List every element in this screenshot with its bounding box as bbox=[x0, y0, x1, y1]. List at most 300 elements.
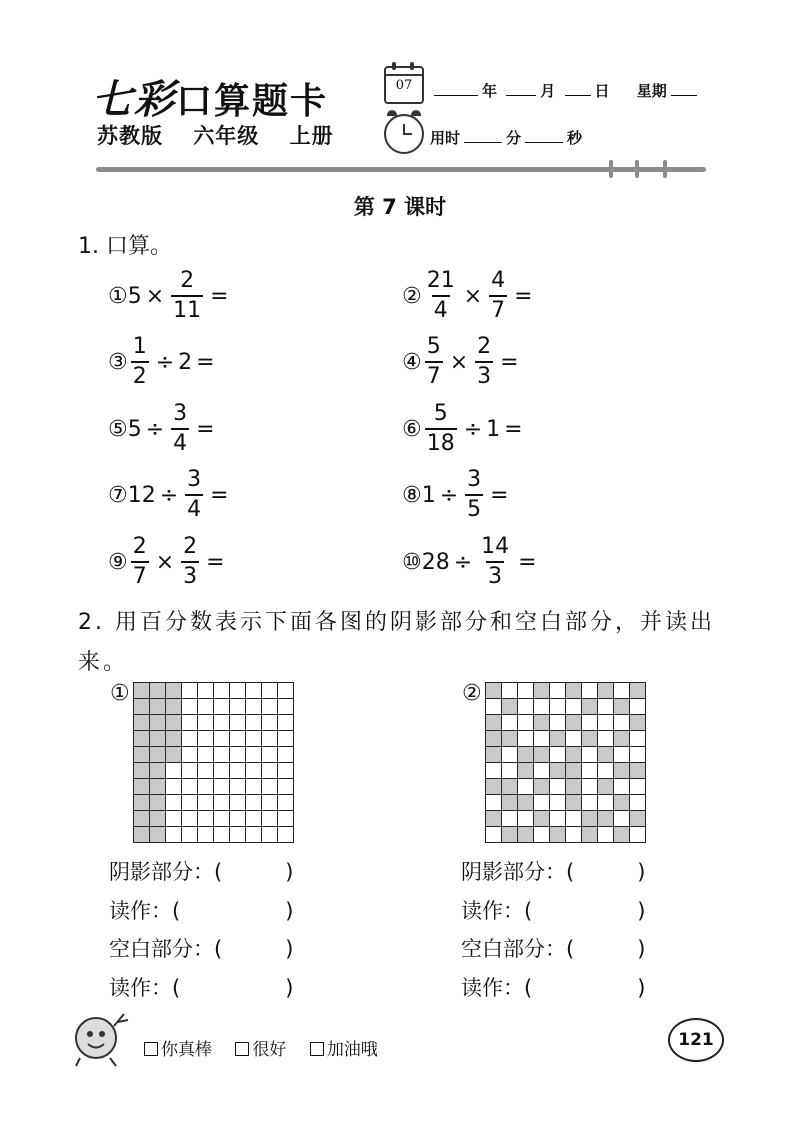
fraction bbox=[425, 403, 457, 455]
operator: ÷ bbox=[453, 549, 473, 575]
lesson-title: 第 7 课时 bbox=[353, 195, 447, 219]
answer-space[interactable] bbox=[233, 482, 293, 508]
problem-3 bbox=[108, 334, 279, 390]
grid-cell-blank bbox=[214, 731, 230, 747]
grid-cell-shaded bbox=[582, 827, 598, 843]
numerator: 2 bbox=[132, 534, 147, 559]
self-rating bbox=[144, 1035, 396, 1060]
grid-cell-blank bbox=[262, 699, 278, 715]
grid-cell-blank bbox=[246, 827, 262, 843]
grid-cell-shaded bbox=[486, 747, 502, 763]
operator: ÷ bbox=[155, 349, 175, 375]
grid-cell-blank bbox=[246, 795, 262, 811]
grid-cell-blank bbox=[582, 795, 598, 811]
grid-cell-shaded bbox=[566, 747, 582, 763]
grid-cell-shaded bbox=[150, 747, 166, 763]
grid-cell-blank bbox=[182, 731, 198, 747]
grid-cell-blank bbox=[182, 811, 198, 827]
grid-cell-blank bbox=[614, 683, 630, 699]
grid-cell-blank bbox=[534, 763, 550, 779]
grid-cell-blank bbox=[230, 827, 246, 843]
grid-cell-shaded bbox=[502, 795, 518, 811]
grid-cell-blank bbox=[518, 699, 534, 715]
grid-cell-shaded bbox=[518, 747, 534, 763]
grid-cell-blank bbox=[214, 763, 230, 779]
grid-cell-blank bbox=[550, 747, 566, 763]
grid-cell-blank bbox=[502, 747, 518, 763]
grid-cell-blank bbox=[262, 747, 278, 763]
grid-cell-shaded bbox=[614, 699, 630, 715]
grid-cell-shaded bbox=[134, 715, 150, 731]
page-number: 121 bbox=[668, 1018, 724, 1062]
grid-cell-blank bbox=[278, 795, 294, 811]
operator: = bbox=[504, 416, 523, 442]
grid-cell-shaded bbox=[150, 811, 166, 827]
grid-cell-shaded bbox=[518, 795, 534, 811]
numerator: 5 bbox=[433, 401, 448, 426]
answer-space[interactable] bbox=[219, 416, 279, 442]
numerator: 5 bbox=[426, 334, 441, 359]
month-label: 月 bbox=[540, 82, 556, 100]
grid-cell-blank bbox=[262, 827, 278, 843]
grid-cell-blank bbox=[246, 747, 262, 763]
grid-cell-blank bbox=[198, 827, 214, 843]
grid-cell-blank bbox=[182, 715, 198, 731]
problem-number: ① bbox=[108, 283, 128, 309]
denominator: 4 bbox=[432, 295, 450, 322]
grid-cell-blank bbox=[166, 763, 182, 779]
grid-cell-shaded bbox=[502, 827, 518, 843]
grid-cell-shaded bbox=[166, 731, 182, 747]
grid-cell-blank bbox=[182, 683, 198, 699]
grid-cell-shaded bbox=[134, 811, 150, 827]
grid-cell-blank bbox=[486, 827, 502, 843]
operator: = bbox=[514, 283, 533, 309]
shaded-percent-blank[interactable]: 阴影部分：( ) bbox=[461, 860, 646, 884]
grid-cell-blank bbox=[550, 699, 566, 715]
grid-cell-blank bbox=[214, 811, 230, 827]
grid-cell-blank bbox=[246, 763, 262, 779]
problem-6 bbox=[402, 401, 587, 457]
brand-text: 口算题卡 bbox=[176, 81, 329, 122]
grid-cell-blank bbox=[598, 699, 614, 715]
grid-cell-shaded bbox=[550, 827, 566, 843]
integer-operand: 5 bbox=[127, 283, 142, 309]
grid-cell-shaded bbox=[582, 731, 598, 747]
grid-cell-blank bbox=[630, 699, 646, 715]
problem-7 bbox=[108, 467, 293, 523]
calendar-icon bbox=[384, 66, 424, 104]
integer-operand: 1 bbox=[421, 482, 436, 508]
numerator: 3 bbox=[173, 401, 188, 426]
fraction bbox=[489, 270, 507, 322]
grid-cell-shaded bbox=[134, 827, 150, 843]
grid-cell-blank bbox=[166, 779, 182, 795]
operator: = bbox=[196, 416, 215, 442]
grid-cell-shaded bbox=[166, 683, 182, 699]
grid-cell-blank bbox=[550, 715, 566, 731]
rating-great[interactable]: 你真棒 bbox=[144, 1040, 212, 1060]
grid-cell-blank bbox=[582, 779, 598, 795]
operator: = bbox=[210, 482, 229, 508]
grid-cell-blank bbox=[182, 763, 198, 779]
denominator: 3 bbox=[486, 561, 504, 588]
denominator: 3 bbox=[181, 561, 199, 588]
grid-cell-shaded bbox=[550, 763, 566, 779]
grid-cell-blank bbox=[278, 763, 294, 779]
grid-cell-blank bbox=[230, 811, 246, 827]
figure-2-answers bbox=[461, 853, 645, 1007]
integer-operand: 5 bbox=[127, 416, 142, 442]
day-label: 日 bbox=[594, 82, 610, 100]
operator: ÷ bbox=[159, 482, 179, 508]
grid-cell-blank bbox=[214, 683, 230, 699]
grid-cell-blank bbox=[198, 731, 214, 747]
grid-cell-shaded bbox=[134, 763, 150, 779]
problem-number: ⑧ bbox=[402, 482, 422, 508]
grid-cell-shaded bbox=[502, 699, 518, 715]
grid-cell-shaded bbox=[550, 731, 566, 747]
figure-2-label: ② bbox=[462, 681, 482, 706]
edition-grade: 六年级 bbox=[193, 124, 260, 148]
grid-cell-blank bbox=[214, 747, 230, 763]
problem-number: ⑩ bbox=[402, 549, 422, 575]
problem-10 bbox=[402, 534, 601, 590]
grid-cell-blank bbox=[566, 811, 582, 827]
operator: ÷ bbox=[439, 482, 459, 508]
header-divider bbox=[96, 167, 706, 172]
operator: ÷ bbox=[463, 416, 483, 442]
grid-cell-shaded bbox=[518, 763, 534, 779]
numerator: 21 bbox=[426, 268, 455, 293]
fraction bbox=[131, 336, 149, 388]
grid-cell-blank bbox=[278, 699, 294, 715]
answer-space[interactable] bbox=[523, 349, 583, 375]
grid-cell-shaded bbox=[534, 747, 550, 763]
grid-cell-blank bbox=[246, 683, 262, 699]
grid-cell-shaded bbox=[502, 731, 518, 747]
grid-cell-shaded bbox=[630, 811, 646, 827]
numerator: 14 bbox=[481, 534, 510, 559]
figure-1-answers bbox=[109, 853, 293, 1007]
operator: = bbox=[518, 549, 537, 575]
denominator: 2 bbox=[131, 361, 149, 388]
grid-cell-shaded bbox=[486, 779, 502, 795]
grid-cell-blank bbox=[630, 827, 646, 843]
second-blank[interactable] bbox=[525, 128, 563, 143]
grid-cell-shaded bbox=[150, 779, 166, 795]
grid-cell-shaded bbox=[582, 811, 598, 827]
grid-cell-blank bbox=[214, 715, 230, 731]
grid-cell-blank bbox=[230, 731, 246, 747]
problem-4 bbox=[402, 334, 583, 390]
grid-cell-blank bbox=[198, 699, 214, 715]
grid-cell-blank bbox=[582, 747, 598, 763]
operator: = bbox=[490, 482, 509, 508]
grid-cell-blank bbox=[166, 795, 182, 811]
grid-cell-shaded bbox=[134, 699, 150, 715]
fraction bbox=[425, 270, 457, 322]
grid-cell-blank bbox=[598, 795, 614, 811]
grid-cell-shaded bbox=[582, 699, 598, 715]
grid-cell-blank bbox=[518, 715, 534, 731]
problem-1 bbox=[108, 268, 293, 324]
grid-cell-blank bbox=[566, 731, 582, 747]
grid-cell-shaded bbox=[134, 747, 150, 763]
grid-cell-shaded bbox=[566, 795, 582, 811]
grid-cell-blank bbox=[246, 731, 262, 747]
grid-cell-blank bbox=[550, 795, 566, 811]
denominator: 4 bbox=[185, 494, 203, 521]
denominator: 3 bbox=[475, 361, 493, 388]
grid-cell-shaded bbox=[518, 827, 534, 843]
grid-cell-blank bbox=[582, 763, 598, 779]
numerator: 2 bbox=[477, 334, 492, 359]
mascot-icon bbox=[70, 1008, 132, 1068]
grid-cell-shaded bbox=[150, 763, 166, 779]
second-label: 秒 bbox=[567, 129, 583, 147]
blank-reading-blank[interactable]: 读作：( ) bbox=[461, 975, 646, 1000]
grid-cell-blank bbox=[262, 779, 278, 795]
grid-cell-blank bbox=[198, 747, 214, 763]
problem-number: ⑦ bbox=[108, 482, 128, 508]
answer-space[interactable] bbox=[233, 283, 293, 309]
fraction bbox=[479, 536, 511, 588]
answer-space[interactable] bbox=[219, 349, 279, 375]
operator: × bbox=[155, 549, 175, 575]
year-label: 年 bbox=[482, 82, 498, 100]
day-blank[interactable] bbox=[565, 81, 591, 96]
shaded-reading-blank[interactable]: 读作：( ) bbox=[461, 898, 646, 923]
operator: × bbox=[463, 283, 483, 309]
weekday-label: 星期 bbox=[636, 82, 667, 100]
grid-cell-blank bbox=[630, 795, 646, 811]
problem-2 bbox=[402, 268, 597, 324]
grid-cell-shaded bbox=[566, 779, 582, 795]
integer-operand: 1 bbox=[486, 416, 501, 442]
date-fill-line bbox=[430, 80, 701, 101]
integer-operand: 28 bbox=[421, 549, 450, 575]
grid-cell-blank bbox=[198, 683, 214, 699]
year-blank[interactable] bbox=[434, 81, 478, 96]
operator: = bbox=[210, 283, 229, 309]
grid-cell-shaded bbox=[598, 747, 614, 763]
grid-cell-blank bbox=[518, 731, 534, 747]
grid-cell-blank bbox=[246, 699, 262, 715]
integer-operand: 12 bbox=[127, 482, 156, 508]
operator: = bbox=[196, 349, 215, 375]
grid-cell-blank bbox=[230, 683, 246, 699]
grid-cell-blank bbox=[534, 795, 550, 811]
grid-cell-blank bbox=[518, 683, 534, 699]
grid-cell-blank bbox=[502, 683, 518, 699]
answer-space[interactable] bbox=[541, 549, 601, 575]
denominator: 18 bbox=[425, 428, 457, 455]
grid-cell-blank bbox=[614, 747, 630, 763]
rating-good[interactable]: 很好 bbox=[235, 1040, 286, 1060]
fraction bbox=[425, 336, 443, 388]
problem-9 bbox=[108, 534, 289, 590]
grid-cell-blank bbox=[598, 715, 614, 731]
answer-space[interactable] bbox=[513, 482, 573, 508]
weekday-blank[interactable] bbox=[671, 81, 697, 96]
grid-cell-blank bbox=[182, 699, 198, 715]
grid-cell-blank bbox=[246, 715, 262, 731]
grid-cell-blank bbox=[262, 683, 278, 699]
grid-cell-blank bbox=[230, 763, 246, 779]
numerator: 3 bbox=[187, 467, 202, 492]
fraction bbox=[171, 403, 189, 455]
rating-keep-going[interactable]: 加油哦 bbox=[310, 1040, 378, 1060]
grid-cell-shaded bbox=[150, 683, 166, 699]
grid-cell-blank bbox=[262, 731, 278, 747]
grid-cell-shaded bbox=[598, 811, 614, 827]
grid-cell-shaded bbox=[486, 683, 502, 699]
operator: × bbox=[145, 283, 165, 309]
blank-reading-blank[interactable]: 读作：( ) bbox=[109, 975, 294, 1000]
grid-cell-blank bbox=[550, 811, 566, 827]
figure-2-grid bbox=[485, 682, 646, 843]
problem-number: ④ bbox=[402, 349, 422, 375]
q1-title: 1. 口算。 bbox=[78, 234, 172, 259]
grid-cell-shaded bbox=[614, 763, 630, 779]
grid-cell-blank bbox=[486, 699, 502, 715]
fraction bbox=[185, 469, 203, 521]
grid-cell-shaded bbox=[598, 683, 614, 699]
grid-cell-blank bbox=[534, 699, 550, 715]
grid-cell-blank bbox=[278, 715, 294, 731]
grid-cell-shaded bbox=[486, 715, 502, 731]
fraction bbox=[475, 336, 493, 388]
grid-cell-blank bbox=[278, 811, 294, 827]
figure-1-label: ① bbox=[110, 681, 130, 706]
time-fill-line bbox=[430, 127, 582, 148]
grid-cell-blank bbox=[278, 747, 294, 763]
problem-number: ③ bbox=[108, 349, 128, 375]
checkbox-icon bbox=[235, 1042, 249, 1056]
checkbox-icon bbox=[144, 1042, 158, 1056]
grid-cell-shaded bbox=[150, 795, 166, 811]
grid-cell-blank bbox=[214, 827, 230, 843]
grid-cell-blank bbox=[182, 795, 198, 811]
grid-cell-blank bbox=[214, 795, 230, 811]
grid-cell-blank bbox=[182, 779, 198, 795]
grid-cell-blank bbox=[598, 731, 614, 747]
grid-cell-shaded bbox=[166, 715, 182, 731]
grid-cell-blank bbox=[182, 747, 198, 763]
shaded-reading-blank[interactable]: 读作：( ) bbox=[109, 898, 294, 923]
problem-number: ⑤ bbox=[108, 416, 128, 442]
month-blank[interactable] bbox=[506, 81, 536, 96]
q2-title: 2. 用百分数表示下面各图的阴影部分和空白部分，并读出来。 bbox=[78, 610, 715, 675]
grid-cell-shaded bbox=[150, 731, 166, 747]
checkbox-icon bbox=[310, 1042, 324, 1056]
grid-cell-blank bbox=[182, 827, 198, 843]
grid-cell-blank bbox=[582, 715, 598, 731]
fraction bbox=[171, 270, 203, 322]
blank-percent-blank[interactable]: 空白部分：( ) bbox=[461, 937, 646, 961]
problem-number: ⑨ bbox=[108, 549, 128, 575]
denominator: 4 bbox=[171, 428, 189, 455]
grid-cell-blank bbox=[230, 699, 246, 715]
edition-volume: 上册 bbox=[289, 124, 334, 148]
blank-percent-blank[interactable]: 空白部分：( ) bbox=[109, 937, 294, 961]
minute-blank[interactable] bbox=[464, 128, 502, 143]
numerator: 4 bbox=[491, 268, 506, 293]
problem-5 bbox=[108, 401, 279, 457]
grid-cell-blank bbox=[214, 699, 230, 715]
operator: = bbox=[206, 549, 225, 575]
grid-cell-blank bbox=[518, 779, 534, 795]
grid-cell-shaded bbox=[486, 811, 502, 827]
grid-cell-shaded bbox=[534, 779, 550, 795]
grid-cell-shaded bbox=[534, 683, 550, 699]
grid-cell-blank bbox=[566, 699, 582, 715]
grid-cell-shaded bbox=[566, 683, 582, 699]
grid-cell-shaded bbox=[166, 699, 182, 715]
grid-cell-blank bbox=[518, 811, 534, 827]
grid-cell-shaded bbox=[598, 779, 614, 795]
fraction bbox=[131, 536, 149, 588]
grid-cell-blank bbox=[230, 715, 246, 731]
integer-operand: 2 bbox=[178, 349, 193, 375]
denominator: 7 bbox=[425, 361, 443, 388]
grid-cell-blank bbox=[262, 763, 278, 779]
grid-cell-blank bbox=[614, 811, 630, 827]
edition-publisher: 苏教版 bbox=[97, 124, 163, 148]
answer-space[interactable] bbox=[229, 549, 289, 575]
grid-cell-blank bbox=[502, 763, 518, 779]
grid-cell-shaded bbox=[614, 827, 630, 843]
grid-cell-shaded bbox=[166, 747, 182, 763]
grid-cell-blank bbox=[230, 795, 246, 811]
calendar-day: 07 bbox=[395, 78, 413, 93]
grid-cell-shaded bbox=[566, 715, 582, 731]
grid-cell-shaded bbox=[566, 763, 582, 779]
edition-line bbox=[97, 120, 356, 150]
clock-icon bbox=[384, 114, 424, 154]
grid-cell-blank bbox=[598, 827, 614, 843]
time-used-label: 用时 bbox=[430, 129, 461, 147]
grid-cell-blank bbox=[614, 779, 630, 795]
grid-cell-blank bbox=[262, 715, 278, 731]
brand-mark: 七彩 bbox=[92, 76, 176, 123]
grid-cell-blank bbox=[550, 683, 566, 699]
problem-number: ⑥ bbox=[402, 416, 422, 442]
grid-cell-blank bbox=[166, 811, 182, 827]
grid-cell-blank bbox=[230, 747, 246, 763]
answer-space[interactable] bbox=[527, 416, 587, 442]
grid-cell-shaded bbox=[534, 811, 550, 827]
brand-title bbox=[92, 68, 328, 125]
grid-cell-blank bbox=[214, 779, 230, 795]
grid-cell-shaded bbox=[614, 731, 630, 747]
grid-cell-blank bbox=[198, 763, 214, 779]
grid-cell-blank bbox=[598, 763, 614, 779]
grid-cell-shaded bbox=[150, 715, 166, 731]
grid-cell-blank bbox=[502, 811, 518, 827]
problem-8 bbox=[402, 467, 573, 523]
answer-space[interactable] bbox=[537, 283, 597, 309]
shaded-percent-blank[interactable]: 阴影部分：( ) bbox=[109, 860, 294, 884]
grid-cell-shaded bbox=[630, 683, 646, 699]
denominator: 5 bbox=[465, 494, 483, 521]
grid-cell-shaded bbox=[486, 731, 502, 747]
denominator: 7 bbox=[131, 561, 149, 588]
grid-cell-blank bbox=[486, 795, 502, 811]
grid-cell-blank bbox=[198, 795, 214, 811]
grid-cell-blank bbox=[166, 827, 182, 843]
